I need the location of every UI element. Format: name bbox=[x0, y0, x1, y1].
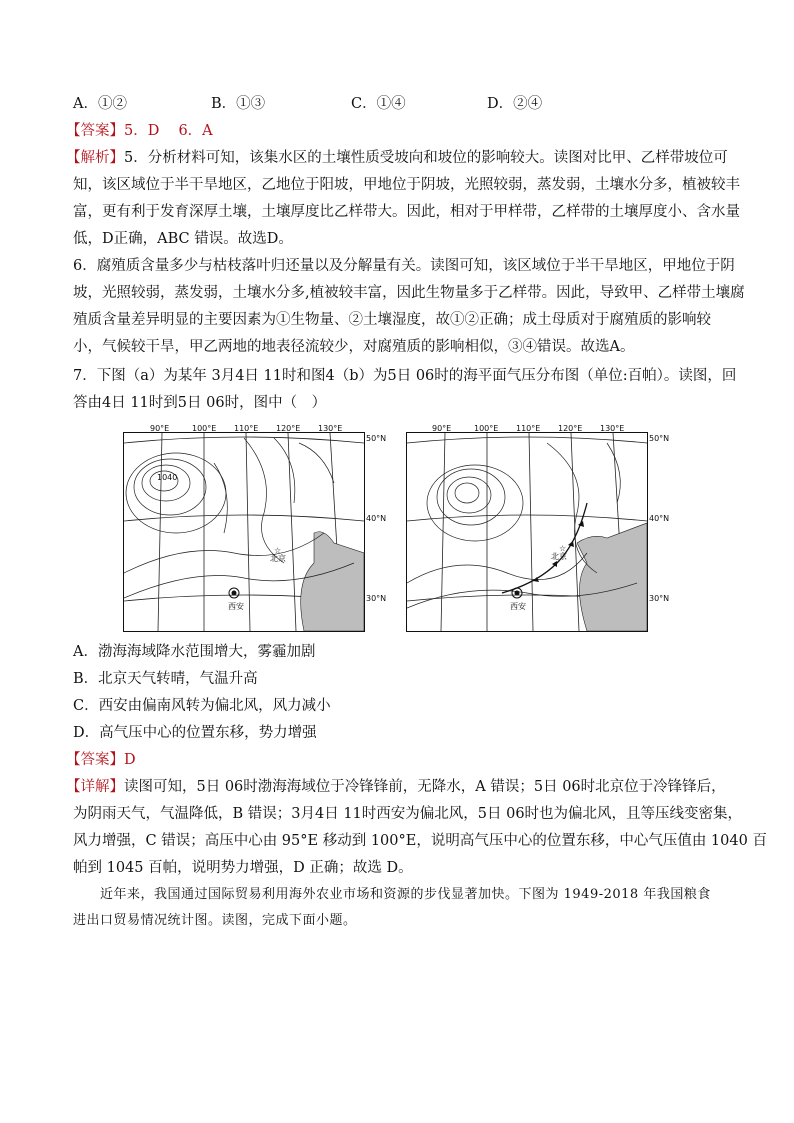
pressure-map-b bbox=[406, 432, 648, 632]
answer-tag: 【答案】 bbox=[66, 123, 124, 139]
q7-option-d: D．高气压中心的位置东移，势力增强 bbox=[73, 725, 317, 741]
q7-detail-line: 【详解】读图可知，5日 06时渤海海域位于冷锋锋前，无降水，A 错误；5日 06时北京位于冷锋锋后， bbox=[66, 779, 726, 795]
q7-detail-line: 帕到 1045 百帕，说明势力增强，D 正确；故选 D。 bbox=[73, 860, 413, 876]
analysis-line: 低，D正确，ABC 错误。故选D。 bbox=[73, 231, 293, 247]
analysis-line: 6．腐殖质含量多少与枯枝落叶归还量以及分解量有关。读图可知，该区域位于半干旱地区，甲地位于阴 bbox=[73, 258, 735, 274]
answer-text: 5．D 6．A bbox=[124, 123, 213, 139]
options-row bbox=[73, 94, 542, 114]
q7-detail-line: 风力增强，C 错误；高压中心由 95°E 移动到 100°E，说明高气压中心的位置东移，中心气压值由 1040 百 bbox=[73, 833, 767, 849]
svg-text:西安: 西安 bbox=[510, 602, 526, 611]
q7-option-b: B．北京天气转晴，气温升高 bbox=[73, 671, 258, 687]
q7-detail-line: 为阴雨天气，气温降低，B 错误；3月4日 11时西安为偏北风，5日 06时也为偏北风，且等压线变密集， bbox=[73, 806, 743, 822]
q7-option-a: A．渤海海域降水范围增大，雾霾加剧 bbox=[73, 644, 316, 660]
label-xian: 西安 bbox=[228, 602, 244, 611]
pressure-map-a bbox=[123, 432, 365, 632]
answer-5-6 bbox=[66, 121, 213, 141]
intro-line: 进出口贸易情况统计图。读图，完成下面小题。 bbox=[73, 913, 357, 928]
analysis-line: 【解析】5．分析材料可知，该集水区的土壤性质受坡向和坡位的影响较大。读图对比甲、乙样带坡位可 bbox=[66, 150, 728, 166]
svg-text:1040: 1040 bbox=[157, 473, 178, 482]
analysis-line: 小，气候较干旱，甲乙两地的地表径流较少，对腐殖质的影响相似，③④错误。故选A。 bbox=[73, 339, 635, 355]
svg-text:☆: ☆ bbox=[559, 544, 567, 553]
option-d: D．②④ bbox=[487, 96, 543, 112]
q7-stem: 7．下图（a）为某年 3月4日 11时和图4（b）为5日 06时的海平面气压分布图（单位:百帕）。读图，回 bbox=[73, 368, 737, 384]
analysis-line: 知，该区域位于半干旱地区，乙地位于阳坡，甲地位于阴坡，光照较弱，蒸发弱，土壤水分多，植被较丰 bbox=[73, 177, 740, 193]
analysis-line: 富，更有利于发育深厚土壤，土壤厚度比乙样带大。因此，相对于甲样带，乙样带的土壤厚度小、含水量 bbox=[73, 204, 740, 220]
q7-answer: 【答案】D bbox=[66, 752, 136, 768]
label-beijing: 北京 bbox=[270, 554, 286, 563]
analysis-line: 坡，光照较弱，蒸发弱，土壤水分多,植被较丰富，因此生物量多于乙样带。因此，导致甲、乙样带土壤腐 bbox=[73, 285, 745, 301]
option-a: A．①② bbox=[73, 96, 127, 112]
svg-text:北京: 北京 bbox=[551, 552, 567, 561]
analysis-line: 殖质含量差异明显的主要因素为①生物量、②土壤湿度，故①②正确；成土母质对于腐殖质的影响较 bbox=[73, 312, 711, 328]
option-c: C．①④ bbox=[351, 96, 406, 112]
star-beijing: ☆ bbox=[274, 546, 282, 555]
q7-option-c: C．西安由偏南风转为偏北风，风力减小 bbox=[73, 698, 331, 714]
analysis-tag: 【解析】 bbox=[66, 150, 124, 166]
intro-line: 近年来，我国通过国际贸易利用海外农业市场和资源的步伐显著加快。下图为 1949-2018 年我国粮食 bbox=[100, 887, 711, 902]
q7-stem: 答由4日 11时到5日 06时，图中（ ） bbox=[73, 395, 327, 411]
option-b: B．①③ bbox=[211, 96, 266, 112]
